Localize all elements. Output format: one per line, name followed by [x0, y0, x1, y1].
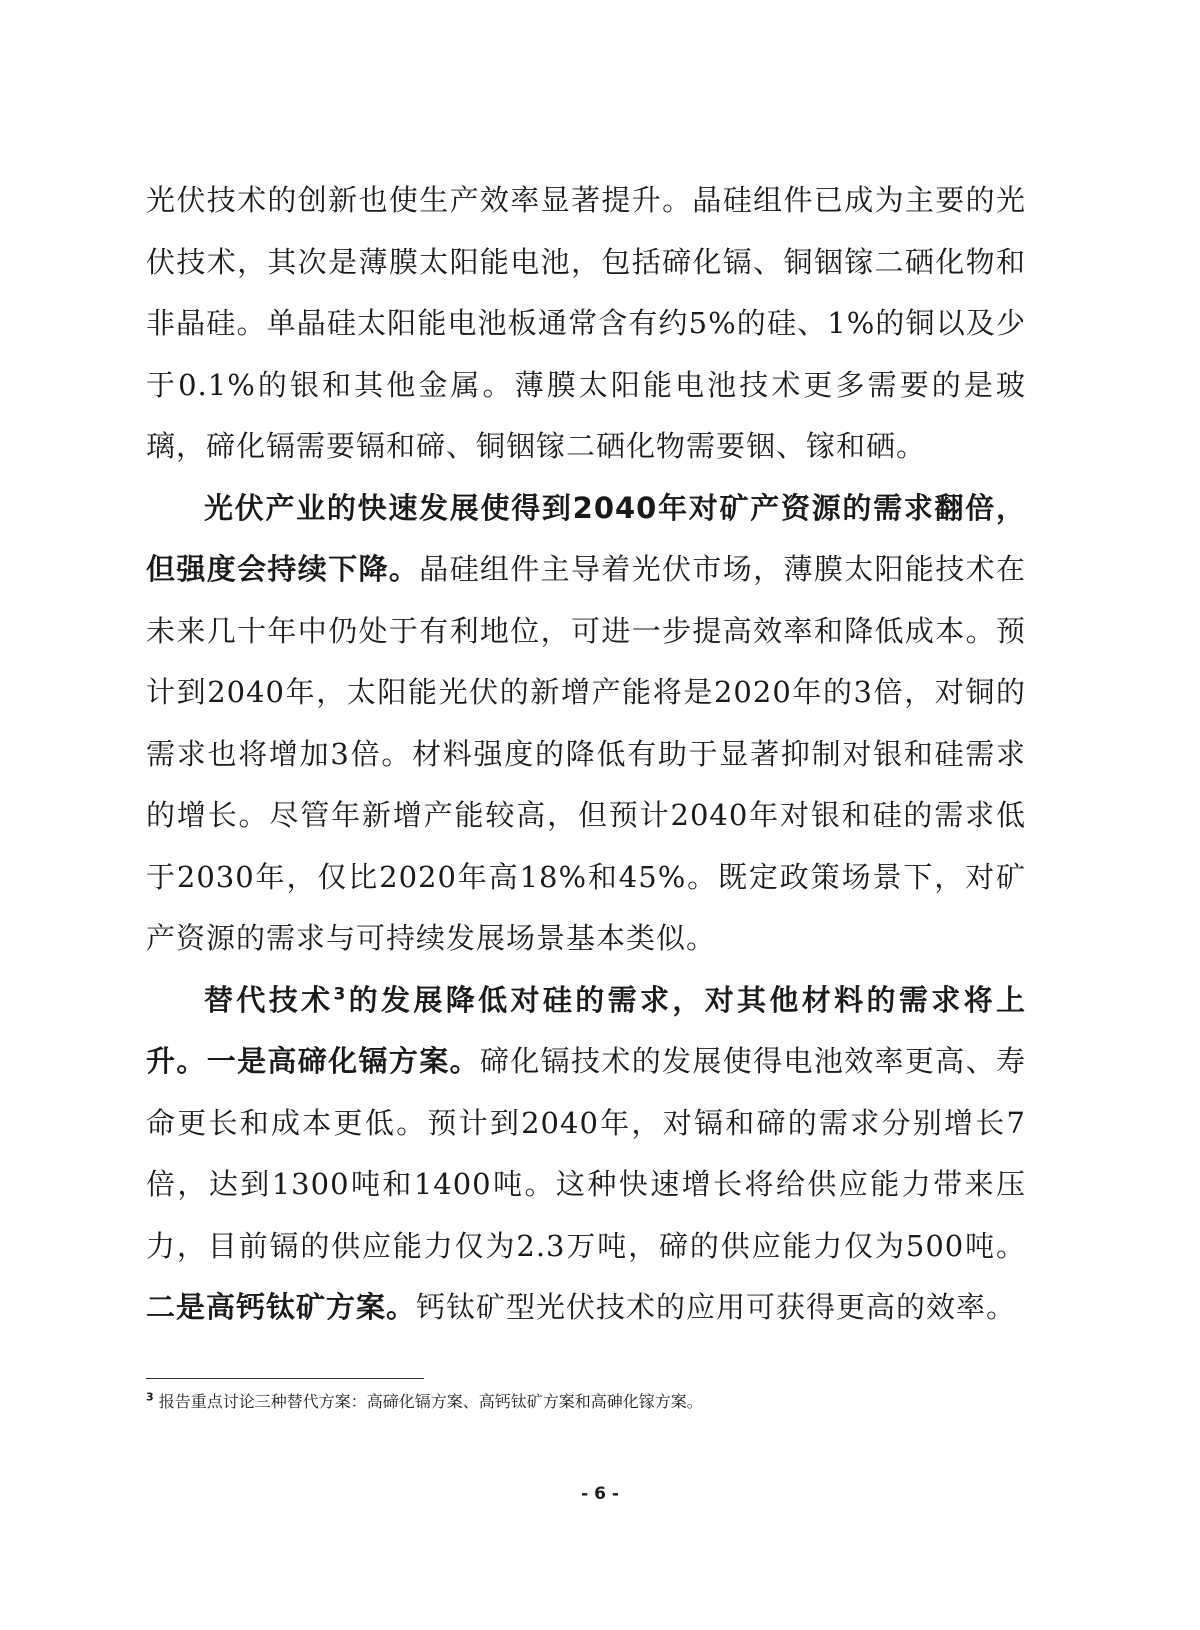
- paragraph-pv-innovation: [146, 170, 1026, 478]
- scenario-2-lead: 二是高钙钛矿方案。: [146, 1290, 417, 1324]
- footnote-text: 报告重点讨论三种替代方案：高碲化镉方案、高钙钛矿方案和高砷化镓方案。: [158, 1392, 703, 1411]
- paragraph-demand-growth: [146, 478, 1026, 970]
- paragraph-lead-sentence: 光伏产业的快速发展使得到2040年对矿产资源的需求翻倍，但强度会持续下降。: [146, 490, 1026, 586]
- scenario-1-text: 碲化镉技术的发展使得电池效率更高、寿命更长和成本更低。预计到2040年，对镉和碲的需求分别增长7倍，达到1300吨和1400吨。这种快速增长将给供应能力带来压力，目前镉的供应能力仅为2.3万吨，碲的供应能力仅为500吨。: [146, 1044, 1026, 1263]
- footnote-divider: [146, 1378, 424, 1379]
- scenario-2-text: 钙钛矿型光伏技术的应用可获得更高的效率。: [416, 1290, 1017, 1324]
- paragraph-text: 晶硅组件主导着光伏市场，薄膜太阳能技术在未来几十年中仍处于有利地位，可进一步提高效率和降低成本。预计到2040年，太阳能光伏的新增产能将是2020年的3倍，对铜的需求也将增加3倍。材料强度的降低有助于显著抑制对银和硅需求的增长。尽管年新增产能较高，但预计2040年对银和硅的需求低于2030年，仅比2020年高18%和45%。既定政策场景下，对矿产资源的需求与可持续发展场景基本类似。: [146, 552, 1026, 955]
- footnote: [146, 1390, 1046, 1414]
- paragraph-alternative-tech: [146, 970, 1026, 1339]
- lead-text-before-ref: 替代技术: [204, 982, 334, 1017]
- page-number: - 6 -: [581, 1484, 619, 1504]
- paragraph-text: 光伏技术的创新也使生产效率显著提升。晶硅组件已成为主要的光伏技术，其次是薄膜太阳能电池，包括碲化镉、铜铟镓二硒化物和非晶硅。单晶硅太阳能电池板通常含有约5%的硅、1%的铜以及少于0.1%的银和其他金属。薄膜太阳能电池技术更多需要的是玻璃，碲化镉需要镉和碲、铜铟镓二硒化物需要铟、镓和硒。: [146, 183, 1026, 463]
- body-text: [146, 170, 1026, 1339]
- footnote-reference[interactable]: 3: [333, 983, 347, 1004]
- scenario-1-lead: 一是高碲化镉方案。: [206, 1044, 480, 1078]
- lead-text-after-ref: 的发展降低对硅的需求，对其他材料的需求将上升。: [146, 982, 1026, 1078]
- footnote-marker: 3: [146, 1390, 154, 1404]
